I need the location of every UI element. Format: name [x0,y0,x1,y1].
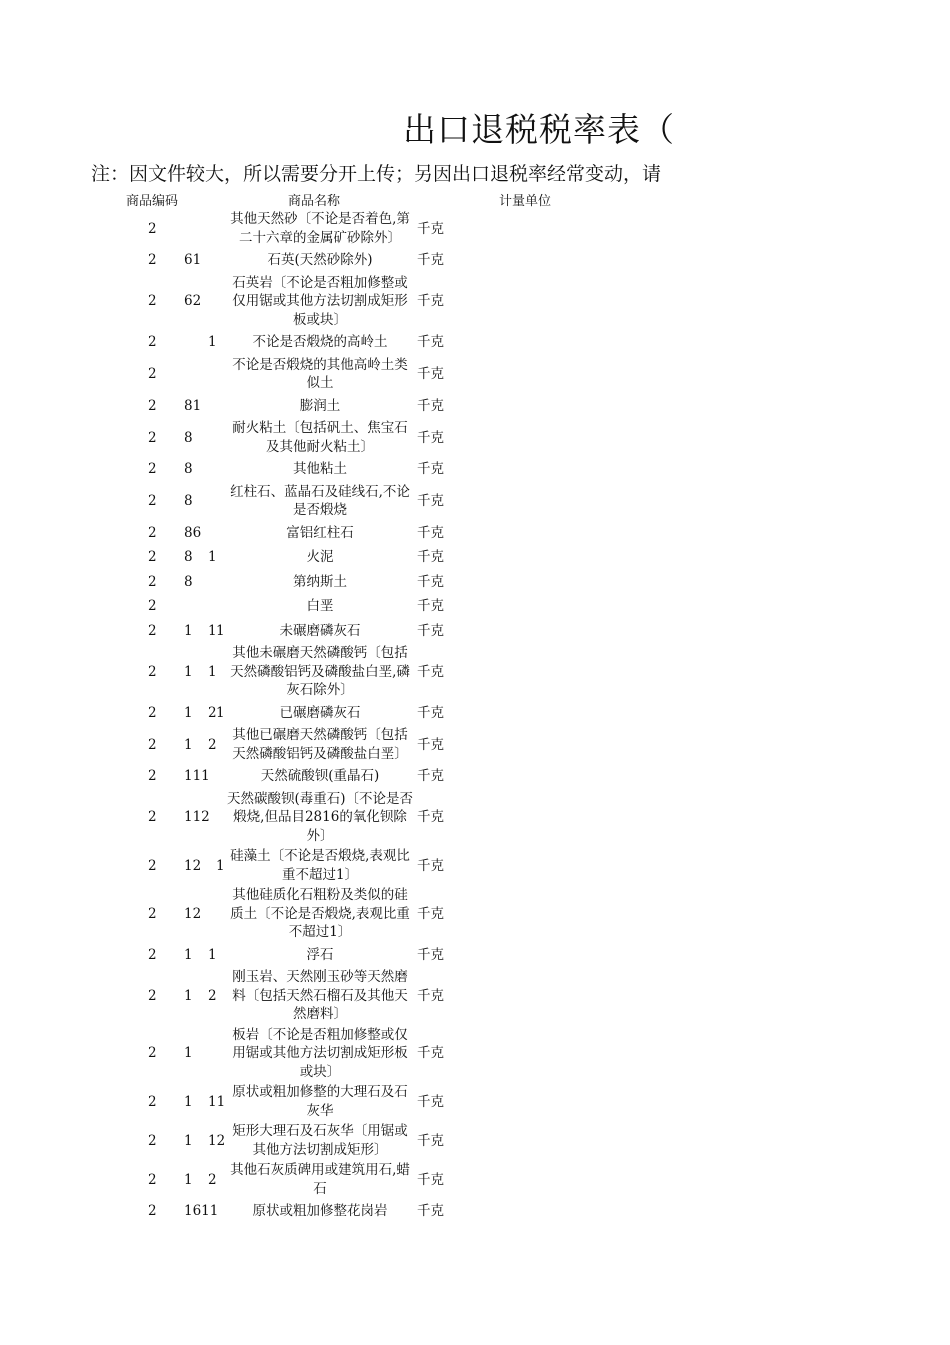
table-row [0,1121,950,1160]
table-row [0,643,950,701]
table-row [0,482,950,521]
product-name: 不论是否煅烧的高岭土 [252,334,388,350]
product-name: 其他硅质化石粗粉及类似的硅质土〔不论是否煅烧,表观比重不超过1〕 [230,887,410,940]
product-name: 已碾磨磷灰石 [279,704,361,721]
code-part-1: 2 [148,429,157,446]
product-name: 原状或粗加修整花岗岩 [252,1203,388,1219]
product-name: 火泥 [306,549,334,565]
unit-cell: 千克 [417,663,444,680]
table-row [0,1199,950,1224]
code-part-4: 1 [216,857,225,874]
code-part-1: 2 [148,365,157,382]
table-row [0,418,950,457]
code-part-3: 1 [208,549,217,565]
unit-cell: 千克 [417,220,444,237]
code-part-1: 2 [148,1093,157,1110]
code-part-1: 2 [148,809,157,825]
table-row [0,1082,950,1121]
unit-cell: 千克 [417,1132,444,1149]
code-part-1: 2 [148,598,157,614]
code-part-3: 1 [208,946,217,963]
unit-cell: 千克 [417,1093,444,1110]
code-part-2: 8 [184,492,193,509]
code-part-1: 2 [148,857,157,874]
unit-cell: 千克 [417,429,444,446]
product-name: 其他已碾磨天然磷酸钙〔包括天然磷酸铝钙及磷酸盐白垩〕 [232,727,408,762]
unit-cell: 千克 [417,987,444,1004]
code-part-3: 12 [208,1132,226,1149]
code-part-1: 2 [148,905,157,922]
code-part-2: 1 [184,1093,193,1110]
unit-cell: 千克 [417,293,444,309]
code-part-1: 2 [148,736,157,753]
code-part-2: 8 [184,461,193,477]
product-name: 硅藻土〔不论是否煅烧,表观比重不超过1〕 [230,848,410,883]
product-name: 其他粘土 [293,461,347,477]
code-part-3: 1 [208,334,217,350]
table-row [0,545,950,570]
code-part-2: 112 [184,809,210,825]
code-part-3: 1 [208,622,217,639]
code-part-1: 2 [148,1171,157,1188]
header-name: 商品名称 [288,194,341,209]
unit-cell: 千克 [417,252,444,268]
table-row [0,521,950,546]
unit-cell: 千克 [417,573,444,590]
code-part-2: 111 [184,768,210,784]
table-row [0,885,950,943]
product-name: 膨润土 [299,397,341,414]
product-name: 其他天然砂〔不论是否着色,第二十六章的金属矿砂除外〕 [230,211,410,246]
table-row [0,725,950,764]
table-row [0,594,950,619]
header-code: 商品编码 [126,194,179,209]
product-name: 天然硫酸钡(重晶石) [260,768,380,784]
product-name: 富铝红柱石 [286,524,354,541]
code-part-3: 2 [208,736,217,753]
code-part-1: 2 [148,252,157,268]
code-part-2: 1 [184,622,193,639]
product-name: 不论是否煅烧的其他高岭土类似土 [232,356,408,391]
code-part-2: 1611 [184,1203,219,1219]
table-row [0,355,950,394]
code-part-3: 2 [208,704,217,721]
code-part-4: 1 [216,704,225,721]
unit-cell: 千克 [417,461,444,477]
code-part-4: 1 [216,622,225,639]
code-part-2: 1 [184,663,193,680]
code-part-1: 2 [148,492,157,509]
table-row [0,248,950,273]
product-name: 矩形大理石及石灰华〔用锯或其他方法切割成矩形〕 [232,1123,408,1158]
code-part-2: 1 [184,736,193,753]
code-part-2: 1 [184,1171,193,1188]
unit-cell: 千克 [417,334,444,350]
table-row [0,701,950,726]
unit-cell: 千克 [417,549,444,565]
code-part-1: 2 [148,397,157,414]
table-row [0,1160,950,1199]
product-name: 刚玉岩、天然刚玉砂等天然磨料〔包括天然石榴石及其他天然磨料〕 [232,969,408,1022]
code-part-1: 2 [148,663,157,680]
table-row [0,967,950,1025]
code-part-2: 1 [184,946,193,963]
unit-cell: 千克 [417,397,444,414]
product-name: 其他未碾磨天然磷酸钙〔包括天然磷酸铝钙及磷酸盐白垩,磷灰石除外〕 [230,645,410,698]
product-name: 红柱石、蓝晶石及硅线石,不论是否煅烧 [230,483,410,518]
product-name: 石英岩〔不论是否粗加修整或仅用锯或其他方法切割成矩形板或块〕 [232,274,408,328]
unit-cell: 千克 [417,704,444,721]
code-part-1: 2 [148,524,157,541]
code-part-2: 1 [184,987,193,1004]
unit-cell: 千克 [417,946,444,963]
table-row [0,619,950,644]
code-part-1: 2 [148,768,157,784]
code-part-1: 2 [148,1203,157,1219]
code-part-2: 61 [184,252,202,268]
table-row [0,457,950,482]
code-part-1: 2 [148,334,157,350]
product-name: 第纳斯土 [293,573,347,590]
code-part-1: 2 [148,946,157,963]
product-name: 原状或粗加修整的大理石及石灰华 [232,1084,408,1119]
code-part-1: 2 [148,1045,157,1061]
code-part-2: 12 [184,857,202,874]
table-row [0,846,950,885]
table-row [0,943,950,968]
unit-cell: 千克 [417,905,444,922]
code-part-2: 8 [184,573,193,590]
product-name: 石英(天然砂除外) [267,252,373,268]
code-part-1: 2 [148,573,157,590]
code-part-1: 2 [148,704,157,721]
code-part-2: 86 [184,524,202,541]
unit-cell: 千克 [417,736,444,753]
unit-cell: 千克 [417,524,444,541]
code-part-2: 8 [184,429,193,446]
product-name: 其他石灰质碑用或建筑用石,蜡石 [230,1162,410,1197]
unit-cell: 千克 [417,622,444,639]
table-row [0,394,950,419]
unit-cell: 千克 [417,1203,444,1219]
code-part-1: 2 [148,987,157,1004]
product-name: 耐火粘土〔包括矾土、焦宝石及其他耐火粘土〕 [232,420,408,455]
unit-cell: 千克 [417,1171,444,1188]
table-row [0,330,950,355]
table-row [0,789,950,847]
table-row [0,764,950,789]
unit-cell: 千克 [417,1045,444,1061]
table-row [0,209,950,248]
code-part-1: 2 [148,622,157,639]
code-part-3: 2 [208,1171,217,1188]
product-name: 白垩 [306,598,334,614]
unit-cell: 千克 [417,809,444,825]
code-part-2: 12 [184,905,202,922]
header-unit: 计量单位 [499,194,552,209]
unit-cell: 千克 [417,598,444,614]
code-part-1: 2 [148,293,157,309]
product-name: 天然碳酸钡(毒重石)〔不论是否煅烧,但品目2816的氧化钡除外〕 [226,790,414,844]
unit-cell: 千克 [417,492,444,509]
product-name: 未碾磨磷灰石 [279,622,361,639]
table-row [0,1025,950,1083]
unit-cell: 千克 [417,365,444,382]
unit-cell: 千克 [417,768,444,784]
code-part-2: 8 [184,549,193,565]
unit-cell: 千克 [417,857,444,874]
code-part-2: 81 [184,397,202,414]
table-row [0,273,950,331]
code-part-1: 2 [148,461,157,477]
code-part-1: 2 [148,220,157,237]
code-part-1: 2 [148,1132,157,1149]
product-name: 板岩〔不论是否粗加修整或仅用锯或其他方法切割成矩形板或块〕 [232,1026,408,1080]
code-part-3: 1 [208,663,217,680]
code-part-2: 1 [184,1132,193,1149]
table-row [0,570,950,595]
code-part-1: 2 [148,549,157,565]
rate-table [0,209,950,1224]
product-name: 浮石 [306,946,334,963]
code-part-2: 1 [184,1045,193,1061]
code-part-3: 11 [208,1093,226,1110]
note-text: 注：因文件较大，所以需要分开上传；另因出口退税率经常变动，请 [91,163,662,185]
code-part-2: 62 [184,293,202,309]
code-part-2: 1 [184,704,193,721]
page-title: 出口退税税率表（ [403,110,675,149]
code-part-3: 2 [208,987,217,1004]
